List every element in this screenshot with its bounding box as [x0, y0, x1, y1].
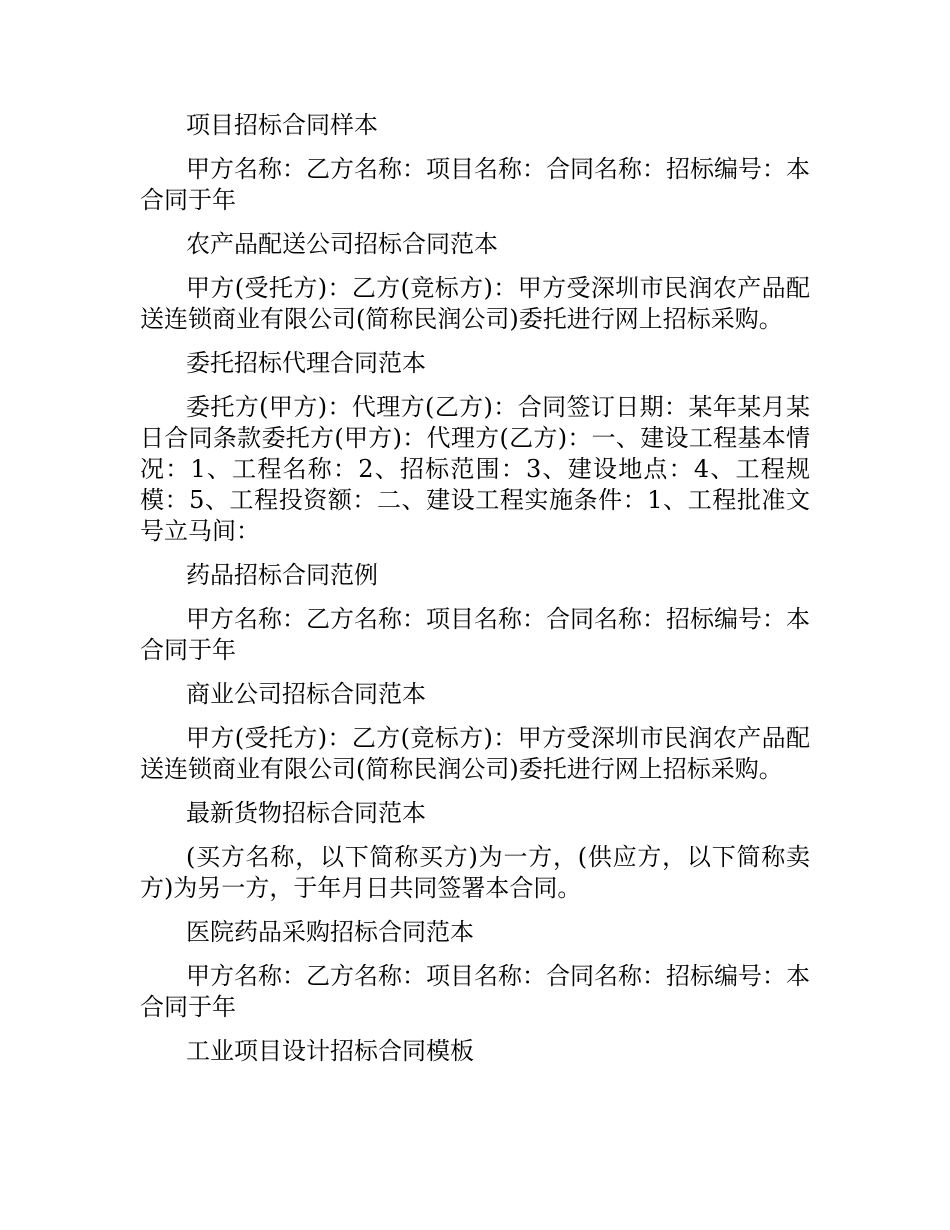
body-paragraph: 甲方名称：乙方名称：项目名称：合同名称：招标编号：本合同于年 [140, 155, 810, 214]
body-paragraph: 甲方(受托方)：乙方(竞标方)：甲方受深圳市民润农产品配送连锁商业有限公司(简称民润公司)委托进行网上招标采购。 [140, 274, 810, 333]
section-title: 最新货物招标合同范本 [186, 799, 426, 827]
section-title: 委托招标代理合同范本 [186, 349, 426, 377]
section-title: 农产品配送公司招标合同范本 [186, 230, 498, 258]
section-title: 药品招标合同范例 [186, 561, 378, 589]
body-paragraph: 委托方(甲方)：代理方(乙方)：合同签订日期：某年某月某日合同条款委托方(甲方)：代理方(乙方)：一、建设工程基本情况：1、工程名称：2、招标范围：3、建设地点：4、工程规模：5、工程投资额：二、建设工程实施条件：1、工程批准文号立马间： [140, 393, 810, 545]
section-title: 项目招标合同样本 [186, 111, 378, 139]
section-title: 医院药品采购招标合同范本 [186, 918, 474, 946]
body-paragraph: 甲方名称：乙方名称：项目名称：合同名称：招标编号：本合同于年 [140, 962, 810, 1021]
section-title: 工业项目设计招标合同模板 [186, 1037, 474, 1065]
body-paragraph: 甲方名称：乙方名称：项目名称：合同名称：招标编号：本合同于年 [140, 605, 810, 664]
body-paragraph: 甲方(受托方)：乙方(竞标方)：甲方受深圳市民润农产品配送连锁商业有限公司(简称民润公司)委托进行网上招标采购。 [140, 724, 810, 783]
body-paragraph: (买方名称，以下简称买方)为一方，(供应方，以下简称卖方)为另一方，于年月日共同签署本合同。 [140, 843, 810, 902]
section-title: 商业公司招标合同范本 [186, 680, 426, 708]
